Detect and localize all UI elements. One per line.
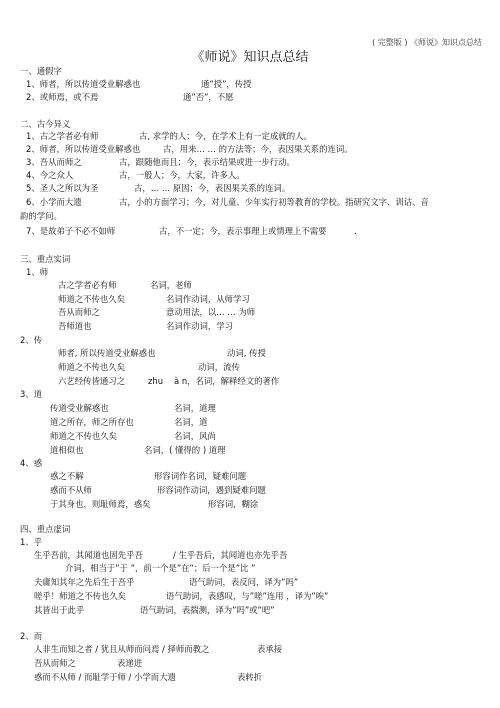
text-line: 形容词作名词，疑难问题 xyxy=(154,471,247,481)
text-line: 古, 求学的人；今，在学术上有一定成就的人。 xyxy=(139,131,312,141)
text-line: 古，不一定；今，表示事理上或情理上不需要 xyxy=(159,226,327,236)
text-line: 3、道 xyxy=(20,389,43,399)
text-line: 表转折 xyxy=(237,672,263,682)
text-line: 4、今之众人 xyxy=(26,170,74,180)
text-line: 1、师者，所以传道受业解惑也 xyxy=(26,79,141,89)
text-line: 2、而 xyxy=(20,631,43,641)
text-line: 二、古今异义 xyxy=(20,119,71,129)
document-header: ( 完整版 ) 《师说》知识点总结 xyxy=(372,38,482,47)
text-line: 3、吾从而师之 xyxy=(26,157,82,167)
page-title: 《师说》知识点总结 xyxy=(191,50,309,65)
text-line: 一、通假字 xyxy=(20,66,62,76)
text-line: 名词，道 xyxy=(174,417,208,427)
text-line: 惑而不从师 xyxy=(50,485,92,495)
text-line: 名词，( 懂得的 ) 道理 xyxy=(144,445,226,455)
text-line: 师道之不传也久矣 xyxy=(58,362,125,372)
text-line: 6、小学而大遗 xyxy=(26,197,82,207)
text-line: 通”否”，不愿 xyxy=(183,92,234,102)
text-line: / 生乎吾后，其闻道也亦先乎吾 xyxy=(173,550,288,560)
text-line: 六艺经传皆通习之 xyxy=(58,376,125,386)
text-line: 古，一般人；今，大家，许多人。 xyxy=(119,170,245,180)
text-line: 介词，相当于”于 ”，前一个是”在”；后一个是”比 ” xyxy=(65,563,256,573)
text-line: zhu à n，名词，解释经文的著作 xyxy=(148,376,280,386)
text-line: 5、圣人之所以为圣 xyxy=(26,183,99,193)
text-line: 表递进 xyxy=(117,658,143,668)
text-line: 2、传 xyxy=(20,335,43,345)
text-line: 师者, 所以传道受业解惑也 xyxy=(58,348,156,358)
text-line: 吾从而师之 xyxy=(58,307,100,317)
text-line: 1、师 xyxy=(26,267,49,277)
text-line: 通”授”，传授 xyxy=(201,79,252,89)
text-line: 惑而不从师 / 而耻学于师 / 小学而大遗 xyxy=(34,672,176,682)
text-line: 夫庸知其年之先后生于吾乎 xyxy=(34,577,135,587)
text-line: 吾从而师之 xyxy=(34,658,76,668)
text-line: 道相似也 xyxy=(50,445,84,455)
text-line: 动词，流传 xyxy=(198,362,240,372)
text-line: 名词作动词，从师学习 xyxy=(166,294,250,304)
text-line: 表承接 xyxy=(257,644,283,654)
text-line: 于其身也，则耻师焉，惑矣 xyxy=(50,499,151,509)
text-line: 惑之不解 xyxy=(50,471,84,481)
text-line: 古之学者必有师 xyxy=(58,280,117,290)
text-line: 意动用法，以… … 为师 xyxy=(166,307,256,317)
text-line: 四、重点虚词 xyxy=(20,524,71,534)
text-line: 韵的学问。 xyxy=(20,211,62,221)
text-line: 形容词作动词，遇到疑难问题 xyxy=(157,485,266,495)
text-line: 名词，老师 xyxy=(150,280,192,290)
text-line: 1、乎 xyxy=(20,537,43,547)
text-line: 其皆出于此乎 xyxy=(34,605,85,615)
text-line: 嗟乎！师道之不传也久矣 xyxy=(34,591,127,601)
text-line: 4、惑 xyxy=(20,458,43,468)
text-line: 古，用来… … 的方法等；今，表因果关系的连词。 xyxy=(163,144,353,154)
text-line: 吾师道也 xyxy=(58,321,92,331)
text-line: 道之所存，师之所存也 xyxy=(50,417,134,427)
text-line: 名词，风尚 xyxy=(174,431,216,441)
text-line: 2、或师焉，或不焉 xyxy=(26,92,99,102)
text-line: 生乎吾前，其闻道也固先乎吾 xyxy=(34,550,143,560)
text-line: 古，小的方面学习；今，对儿童、少年实行初等教育的学校。指研究文字、训诂、音 xyxy=(119,197,429,207)
text-line: 语气助词，表揣测，译为”吗”或”吧” xyxy=(140,605,275,615)
text-line: 师道之不传也久矣 xyxy=(50,431,117,441)
text-line: 语气助词，表感叹，与”嗟”连用 ，译为”唉” xyxy=(166,591,329,601)
text-line: 动词, 传授 xyxy=(227,348,266,358)
text-line: 名词作动词，学习 xyxy=(166,321,233,331)
text-line: 古，跟随他而且；今，表示结果或进一步行动。 xyxy=(119,157,295,167)
text-line: . xyxy=(354,226,357,236)
text-line: 人非生而知之者 / 犹且从师而问焉 / 择师而教之 xyxy=(34,644,210,654)
text-line: 传道受业解惑也 xyxy=(50,403,109,413)
text-line: 2、师者，所以传道受业解惑也 xyxy=(26,144,141,154)
text-line: 名词，道理 xyxy=(174,403,216,413)
text-line: 7、是故弟子不必不如师 xyxy=(26,226,116,236)
text-line: 三、重点实词 xyxy=(20,254,71,264)
text-line: 古，… … 原因；今，表因果关系的连词。 xyxy=(134,183,291,193)
text-line: 1、古之学者必有师 xyxy=(26,131,99,141)
text-line: 语气助词，表反问，译为”吗” xyxy=(189,577,299,587)
text-line: 师道之不传也久矣 xyxy=(58,294,125,304)
text-line: 形容词，糊涂 xyxy=(208,499,259,509)
